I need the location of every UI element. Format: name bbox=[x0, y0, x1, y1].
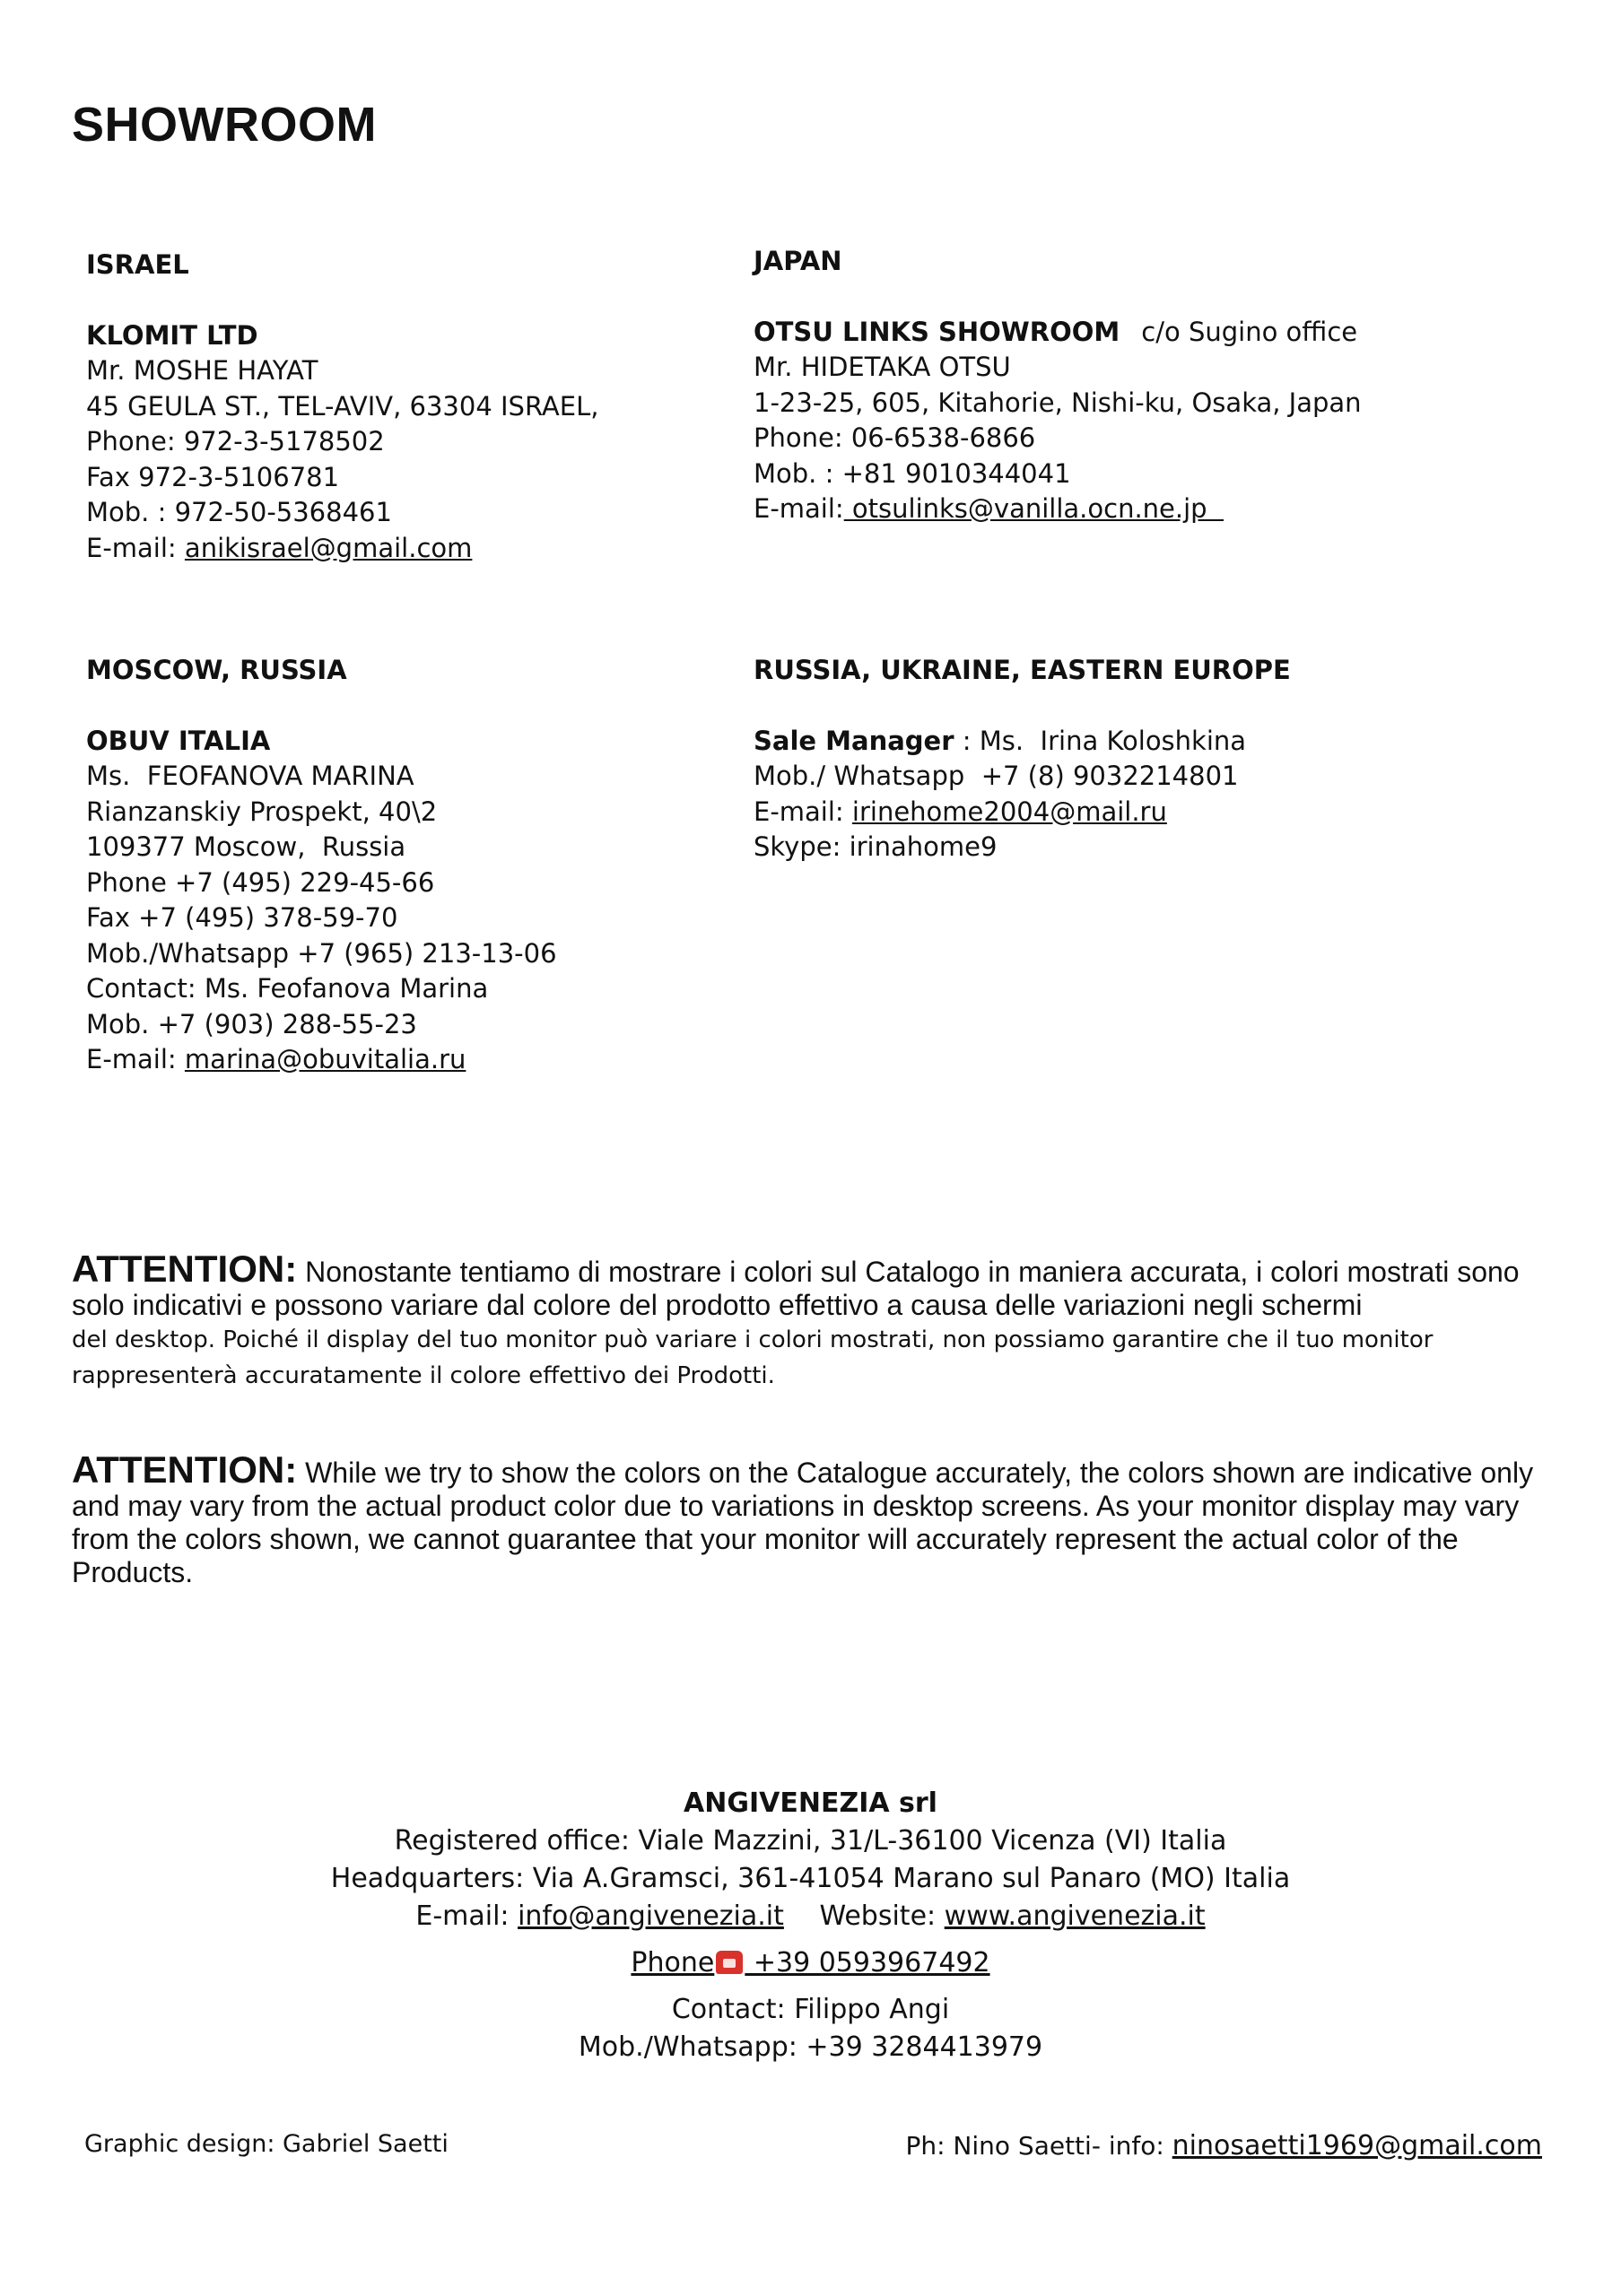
showroom-moscow bbox=[86, 653, 557, 1078]
address-city: 109377 Moscow, Russia bbox=[86, 831, 406, 862]
email-row bbox=[86, 1042, 557, 1078]
attention-text: Nonostante tentiamo di mostrare i colori sul Catalogo in maniera accurata, i colori mostrati sono solo indicativi e possono variare dal colore del prodotto effettivo a causa delle variazioni negli schermi bbox=[72, 1256, 1520, 1321]
telephone-icon bbox=[716, 1951, 743, 1974]
phone: Phone: 06-6538-6866 bbox=[754, 422, 1036, 453]
contact-name: Ms. FEOFANOVA MARINA bbox=[86, 761, 414, 791]
company-footer bbox=[0, 1785, 1621, 2066]
photo-credit-email[interactable]: ninosaetti1969@gmail.com bbox=[1172, 2130, 1542, 2161]
photo-credit bbox=[905, 2130, 1542, 2161]
address-street: Rianzanskiy Prospekt, 40\2 bbox=[86, 796, 438, 827]
showroom-israel bbox=[86, 248, 598, 566]
attention-text-small: del desktop. Poiché il display del tuo monitor può variare i colori mostrati, non possiamo garantire che il tuo monitor rappresenterà accuratamente il colore effettivo dei Prodotti. bbox=[72, 1326, 1434, 1389]
footer-email-link[interactable]: info@angivenezia.it bbox=[518, 1900, 784, 1932]
phone-row bbox=[0, 1943, 1621, 1984]
manager-row bbox=[754, 724, 1291, 760]
page-title: SHOWROOM bbox=[72, 98, 377, 152]
phone-link[interactable] bbox=[631, 1947, 989, 1979]
contact-name: Mr. MOSHE HAYAT bbox=[86, 355, 318, 386]
email-link[interactable]: anikisrael@gmail.com bbox=[184, 532, 473, 563]
email-label: E-mail: bbox=[86, 532, 185, 563]
attention-english bbox=[72, 1448, 1561, 1589]
email-row bbox=[754, 795, 1291, 831]
attention-italian bbox=[72, 1248, 1561, 1394]
address: 1-23-25, 605, Kitahorie, Nishi-ku, Osaka, Japan bbox=[754, 387, 1362, 418]
email-link[interactable]: otsulinks@vanilla.ocn.ne.jp bbox=[843, 493, 1224, 524]
registered-office: Registered office: Viale Mazzini, 31/L-36100 Vicenza (VI) Italia bbox=[394, 1825, 1227, 1857]
region-heading: JAPAN bbox=[754, 246, 842, 276]
address: 45 GEULA ST., TEL-AVIV, 63304 ISRAEL, bbox=[86, 390, 599, 422]
contact-name: Mr. HIDETAKA OTSU bbox=[754, 352, 1011, 382]
email-row bbox=[86, 531, 598, 567]
email-link[interactable]: irinehome2004@mail.ru bbox=[851, 796, 1167, 827]
showroom-japan bbox=[754, 244, 1362, 527]
company-name: OBUV ITALIA bbox=[86, 725, 271, 756]
phone: Phone: 972-3-5178502 bbox=[86, 426, 385, 457]
phone-number: +39 0593967492 bbox=[745, 1947, 990, 1979]
company-note: c/o Sugino office bbox=[1141, 316, 1358, 347]
headquarters: Headquarters: Via A.Gramsci, 361-41054 Marano sul Panaro (MO) Italia bbox=[330, 1863, 1291, 1894]
fax: Fax +7 (495) 378-59-70 bbox=[86, 902, 398, 933]
manager-label: Sale Manager bbox=[754, 725, 954, 756]
skype: Skype: irinahome9 bbox=[754, 831, 998, 862]
graphic-design-credit: Graphic design: Gabriel Saetti bbox=[84, 2130, 449, 2158]
attention-label: ATTENTION: bbox=[72, 1248, 298, 1290]
region-heading: ISRAEL bbox=[86, 249, 189, 280]
website-label: Website: bbox=[819, 1900, 945, 1932]
region-heading: RUSSIA, UKRAINE, EASTERN EUROPE bbox=[754, 655, 1291, 685]
phone: Phone +7 (495) 229-45-66 bbox=[86, 866, 435, 898]
attention-label: ATTENTION: bbox=[72, 1448, 298, 1491]
mobile: Mob. +7 (903) 288-55-23 bbox=[86, 1008, 417, 1039]
manager-name: : Ms. Irina Koloshkina bbox=[954, 725, 1247, 756]
footer-company-name: ANGIVENEZIA srl bbox=[684, 1787, 937, 1819]
showroom-eastern-europe bbox=[754, 653, 1291, 865]
attention-text: While we try to show the colors on the Catalogue accurately, the colors shown are indicative only and may vary from the actual product color due to variations in desktop screens. As your monitor display may vary from the colors shown, we cannot guarantee that your monitor will accurately represent the actual color of the Products. bbox=[72, 1457, 1534, 1588]
region-heading: MOSCOW, RUSSIA bbox=[86, 655, 347, 685]
company-name: KLOMIT LTD bbox=[86, 319, 258, 351]
email-link[interactable]: marina@obuvitalia.ru bbox=[184, 1044, 466, 1074]
contact-links bbox=[0, 1898, 1621, 1935]
email-label: E-mail: bbox=[415, 1900, 519, 1932]
photo-credit-label: Ph: Nino Saetti- info: bbox=[905, 2131, 1172, 2161]
company-name: OTSU LINKS SHOWROOM bbox=[754, 316, 1120, 347]
mobile: Mob. : +81 9010344041 bbox=[754, 457, 1071, 489]
contact-person: Contact: Ms. Feofanova Marina bbox=[86, 973, 489, 1004]
email-label: E-mail: bbox=[86, 1044, 185, 1074]
mobile-whatsapp: Mob./Whatsapp +7 (965) 213-13-06 bbox=[86, 937, 557, 969]
footer-mobile: Mob./Whatsapp: +39 3284413979 bbox=[578, 2031, 1043, 2063]
email-row bbox=[754, 491, 1362, 527]
mobile-whatsapp: Mob./ Whatsapp +7 (8) 9032214801 bbox=[754, 761, 1239, 791]
phone-label: Phone bbox=[631, 1947, 715, 1979]
company-row bbox=[754, 315, 1362, 351]
email-label: E-mail: bbox=[754, 796, 852, 827]
mobile: Mob. : 972-50-5368461 bbox=[86, 497, 392, 527]
footer-contact: Contact: Filippo Angi bbox=[671, 1994, 950, 2025]
website-link[interactable]: www.angivenezia.it bbox=[944, 1900, 1206, 1932]
fax: Fax 972-3-5106781 bbox=[86, 461, 340, 492]
email-label: E-mail: bbox=[754, 493, 844, 524]
